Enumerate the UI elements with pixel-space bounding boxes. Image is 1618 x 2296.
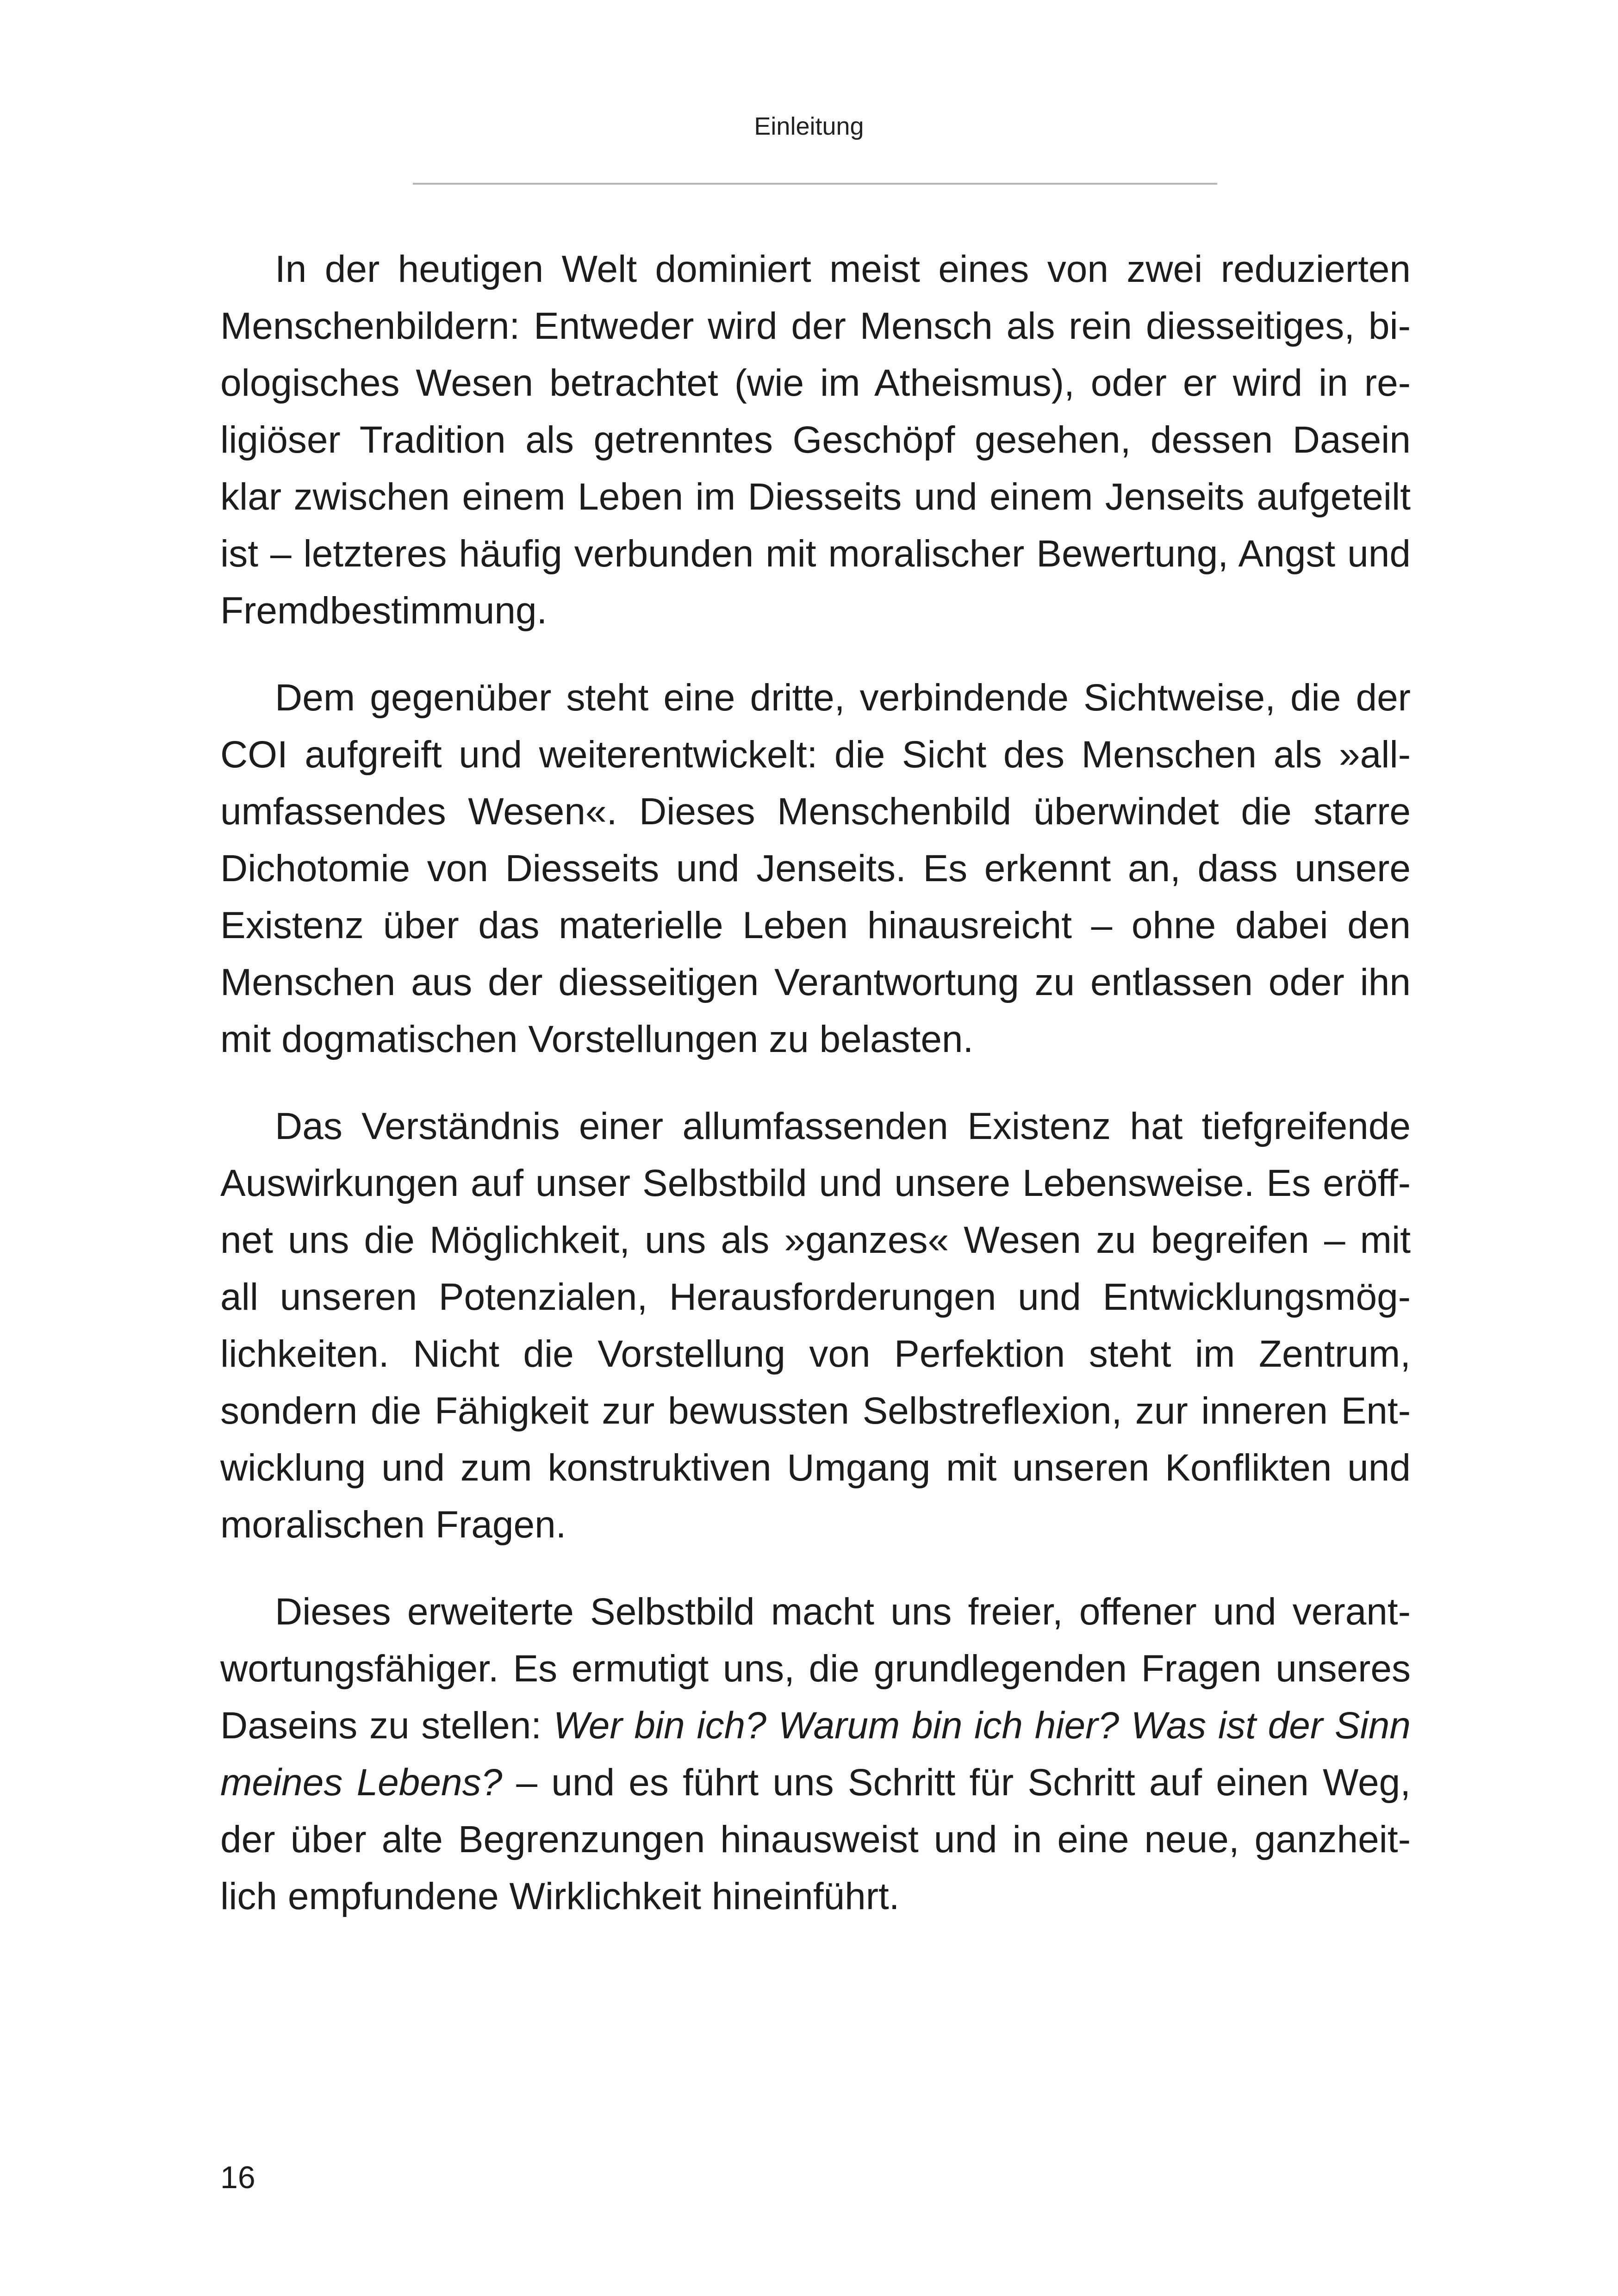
header-rule: [413, 183, 1217, 185]
paragraph-4-conclusion: – und es führt uns Schritt für Schritt auf einen Weg, der über alte Begrenzungen hinausweist und in eine neue, ganzheitlich empfundene Wirklichkeit hineinführt.: [220, 1761, 1411, 1917]
paragraph-4-intro: Dieses erweiterte Selbstbild macht uns freier, offener und verantwortungsfähiger. Es ermutigt uns, die grundlegenden Fragen unseres Daseins zu stellen:: [220, 1591, 1411, 1747]
paragraph-4-questions: Wer bin ich? Warum bin ich hier? Was ist der Sinn meines Lebens?: [220, 1705, 1411, 1804]
paragraph-1: In der heutigen Welt dominiert meist eines von zwei reduzierten Menschenbildern: Entweder wird der Mensch als rein diesseitiges, biologisches Wesen betrachtet (wie im Atheismus), oder er wird in religiöser Tradition als getrenntes Geschöpf gesehen, dessen Dasein klar zwischen einem Leben im Diesseits und einem Jenseits aufgeteilt ist – letzteres häufig verbunden mit moralischer Bewertung, Angst und Fremdbestimmung.: [220, 248, 1411, 632]
page-number: 16: [220, 2160, 255, 2195]
paragraph-2: Dem gegenüber steht eine dritte, verbindende Sichtweise, die der COI aufgreift und weiterentwickelt: die Sicht des Menschen als »allumfassendes Wesen«. Dieses Menschenbild überwindet die starre Dichotomie von Diesseits und Jenseits. Es erkennt an, dass unsere Existenz über das materielle Leben hinausreicht – ohne dabei den Menschen aus der diesseitigen Verantwortung zu entlassen oder ihn mit dogmatischen Vorstellungen zu belasten.: [220, 677, 1411, 1060]
body-text: [220, 241, 1411, 1955]
running-header: Einleitung: [754, 112, 864, 140]
paragraph-3: Das Verständnis einer allumfassenden Existenz hat tiefgreifende Auswirkungen auf unser Selbstbild und unsere Lebensweise. Es eröffnet uns die Möglichkeit, uns als »ganzes« Wesen zu begreifen – mit all unseren Potenzialen, Herausforderungen und Entwicklungsmöglichkeiten. Nicht die Vorstellung von Perfektion steht im Zentrum, sondern die Fähigkeit zur bewussten Selbstreflexion, zur inneren Entwicklung und zum konstruktiven Umgang mit unseren Konflikten und moralischen Fragen.: [220, 1105, 1411, 1546]
paragraph-4: [220, 1583, 1411, 1925]
